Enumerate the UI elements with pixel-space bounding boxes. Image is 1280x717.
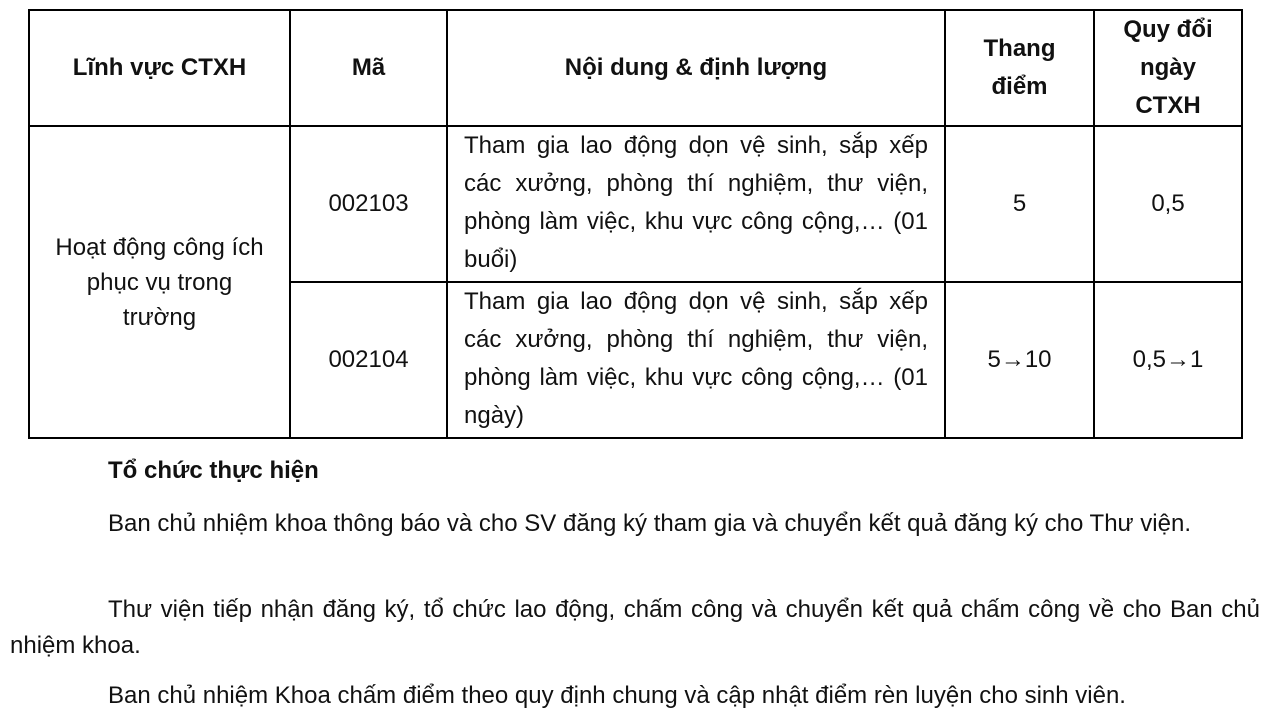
scale-cell: 5→10 xyxy=(945,282,1094,438)
header-scale xyxy=(945,10,1094,126)
paragraph: Ban chủ nhiệm khoa thông báo và cho SV đăng ký tham gia và chuyển kết quả đăng ký cho Thư viện. xyxy=(108,510,1191,537)
field-line: trường xyxy=(122,303,197,331)
paragraph: Ban chủ nhiệm Khoa chấm điểm theo quy định chung và cập nhật điểm rèn luyện cho sinh viên. xyxy=(108,682,1126,709)
header-scale-line1: Thang xyxy=(983,35,1056,62)
table-header-row xyxy=(29,10,1242,126)
paragraph: Thư viện tiếp nhận đăng ký, tổ chức lao động, chấm công và chuyển kết quả chấm công về cho Ban chủ nhiệm khoa. xyxy=(10,596,1260,659)
header-convert-line1: Quy đổi xyxy=(1123,16,1213,43)
code-cell: 002104 xyxy=(290,282,447,438)
code-cell: 002103 xyxy=(290,126,447,282)
content-cell xyxy=(447,282,945,438)
scale-cell: 5 xyxy=(945,126,1094,282)
table-row xyxy=(29,126,1242,282)
header-convert-line2: ngày xyxy=(1139,54,1196,81)
convert-cell: 0,5 xyxy=(1094,126,1242,282)
ctxh-activity-table xyxy=(28,9,1243,439)
field-line: Hoạt động công ích xyxy=(55,233,264,261)
convert-cell: 0,5→1 xyxy=(1094,282,1242,438)
header-content: Nội dung & định lượng xyxy=(447,10,945,126)
field-cell xyxy=(29,126,290,438)
content-cell xyxy=(447,126,945,282)
content-text: Tham gia lao động dọn vệ sinh, sắp xếp các xưởng, phòng thí nghiệm, thư viện, phòng làm việc, khu vực công cộng,… (01 buổi) xyxy=(464,132,928,273)
section-heading: Tổ chức thực hiện xyxy=(108,457,319,484)
field-line: phục vụ trong xyxy=(86,268,233,296)
header-field: Lĩnh vực CTXH xyxy=(29,10,290,126)
header-code: Mã xyxy=(290,10,447,126)
header-scale-line2: điểm xyxy=(991,73,1048,100)
content-text: Tham gia lao động dọn vệ sinh, sắp xếp các xưởng, phòng thí nghiệm, thư viện, phòng làm việc, khu vực công cộng,… (01 ngày) xyxy=(464,288,928,429)
header-convert-line3: CTXH xyxy=(1135,92,1201,119)
header-convert xyxy=(1094,10,1242,126)
